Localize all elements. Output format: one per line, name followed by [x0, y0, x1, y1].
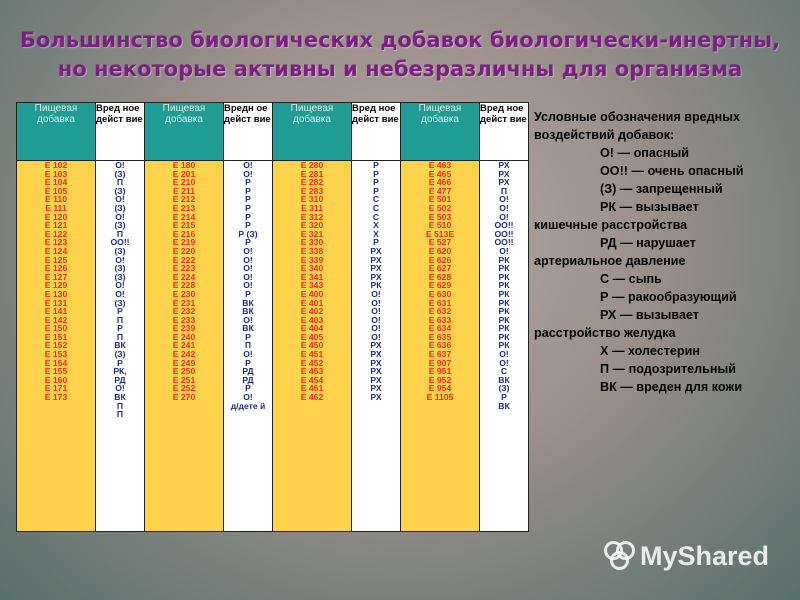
legend-item-rd-cont: артериальное давление [534, 254, 686, 268]
effect-code: Р [245, 288, 251, 299]
effect-code: С [372, 194, 380, 205]
effect-code: Р [373, 185, 379, 196]
additive-code: Е 465 [428, 168, 452, 179]
effect-code: С [372, 211, 380, 222]
effect-code: РХ [498, 177, 510, 188]
additive-code: Е 477 [428, 185, 452, 196]
legend-item-vk: ВК — вреден для кожи [600, 380, 743, 394]
additive-code: Е 222 [172, 254, 196, 265]
legend-item-rh-cont: расстройство желудка [534, 326, 676, 340]
effect-code: О! [115, 194, 125, 205]
additive-code: Е 210 [172, 177, 196, 188]
effect-code: РК [498, 314, 510, 325]
codes-cell-3 [273, 161, 352, 532]
additive-code: Е 341 [300, 271, 324, 282]
effect-code: ВК [498, 374, 510, 385]
additive-code: Е 110 [45, 194, 67, 205]
additive-code: Е 633 [428, 314, 452, 325]
additive-code: Е 320 [300, 220, 324, 231]
logo-icon [604, 541, 634, 571]
additive-code: Е 129 [44, 280, 68, 291]
additive-code: Е 452 [300, 357, 324, 368]
effect-code: О! [243, 263, 253, 274]
effect-code: П [116, 409, 124, 420]
effect-code: О! [499, 211, 509, 222]
additive-code: Е 150 [44, 323, 68, 334]
effect-code: ВК [242, 297, 254, 308]
legend-item-rh: РХ — вызывает [600, 308, 700, 322]
effect-code: П [116, 400, 124, 411]
additive-code: Е 952 [428, 374, 452, 385]
effect-code: Р [373, 168, 379, 179]
effect-code: (З) [114, 168, 126, 179]
additive-code: Е 131 [44, 297, 68, 308]
effect-code: РХ [498, 160, 510, 170]
effect-code: П [116, 331, 124, 342]
effects-cell-4 [480, 161, 529, 532]
additive-code: Е 513Е [425, 228, 455, 239]
legend-item-r: Р — ракообразующий [600, 290, 737, 304]
additive-code: Е 404 [300, 323, 324, 334]
effect-code: О! [243, 245, 253, 256]
additive-code: Е 212 [172, 194, 196, 205]
codes-cell-4 [401, 161, 480, 532]
additive-code: Е 282 [300, 177, 324, 188]
effect-code: О! [243, 271, 253, 282]
effect-code: ОО!! [494, 237, 514, 248]
legend-item-rk: РК — вызывает [600, 200, 699, 214]
effect-code: О! [115, 211, 125, 222]
effect-code: (З) [114, 297, 126, 308]
effect-code: О! [371, 331, 381, 342]
additive-code: Е 321 [300, 228, 324, 239]
additive-code: Е 180 [172, 160, 196, 170]
effect-code: ВК [114, 392, 126, 403]
effect-code: О! [371, 297, 381, 308]
effect-code: РХ [370, 374, 382, 385]
effect-code: Р [373, 177, 379, 188]
effect-code: ВК [242, 306, 254, 317]
additive-code: Е 219 [172, 237, 196, 248]
effect-code: РХ [370, 357, 382, 368]
effect-code: РК [370, 280, 382, 291]
effect-code: Р [117, 357, 123, 368]
effects-cell-1 [96, 161, 145, 532]
effect-code: РХ [370, 254, 382, 265]
effect-code: С [372, 202, 380, 213]
additive-code: Е 312 [300, 211, 324, 222]
effect-code: О! [243, 160, 253, 170]
effect-code: О! [499, 357, 509, 368]
additive-code: Е 105 [44, 185, 68, 196]
additive-code: Е 310 [300, 194, 324, 205]
additive-code: Е 635 [428, 331, 452, 342]
additive-code: Е 637 [428, 349, 452, 360]
effect-code: О! [115, 288, 125, 299]
effect-code: О! [115, 383, 125, 394]
additive-code: Е 104 [44, 177, 68, 188]
effect-code: (З) [114, 220, 126, 231]
additive-code: Е 240 [172, 331, 196, 342]
effect-code: д/дете й [230, 400, 266, 411]
additive-code: Е 141 [44, 306, 68, 317]
legend-item-rk-cont: кишечные расстройства [534, 218, 688, 232]
table-body-row [17, 161, 529, 532]
additive-code: Е 120 [44, 211, 68, 222]
effect-code: Р [245, 202, 251, 213]
additive-code: Е 122 [44, 228, 68, 239]
additive-code: Е 201 [172, 168, 196, 179]
additive-code: Е 400 [300, 288, 324, 299]
effect-code: ОО!! [110, 237, 130, 248]
additive-code: Е 403 [300, 314, 324, 325]
additive-code: Е 121 [44, 220, 68, 231]
header-harm-2: Вредн ое дейст вие [224, 103, 273, 161]
effect-code: О! [371, 323, 381, 334]
additive-code: Е 280 [300, 160, 324, 170]
effect-code: РХ [370, 392, 382, 403]
effect-code: Х [373, 228, 379, 239]
additive-code: Е 632 [428, 306, 452, 317]
additive-code: Е 216 [172, 228, 196, 239]
codes-cell-2 [145, 161, 224, 532]
additive-code: Е 954 [428, 383, 452, 394]
effect-code: О! [243, 392, 253, 403]
effect-code: РК [498, 288, 510, 299]
effect-code: О! [499, 202, 509, 213]
effect-code: П [116, 177, 124, 188]
additive-code: Е 527 [428, 237, 452, 248]
effect-code: Р [245, 237, 251, 248]
effect-code: О! [243, 168, 253, 179]
legend-heading-2: воздействий добавок: [534, 128, 675, 142]
additive-code: Е 340 [300, 263, 324, 274]
effect-code: О! [499, 349, 509, 360]
additive-code: Е 153 [44, 349, 68, 360]
effect-code: ОО!! [494, 220, 514, 231]
effect-code: Р [373, 237, 379, 248]
effect-code: Р [245, 185, 251, 196]
title-line-2: но некоторые активны и небезразличны для организма [57, 57, 743, 81]
additive-code: Е 283 [300, 185, 324, 196]
effect-code: РК [498, 306, 510, 317]
additive-code: Е 252 [172, 383, 196, 394]
additive-code: Е 627 [428, 263, 452, 274]
effect-code: О! [499, 245, 509, 256]
additive-code: Е 232 [172, 306, 196, 317]
effect-code: О! [499, 194, 509, 205]
additive-code: Е 111 [45, 202, 67, 213]
effect-code: РХ [370, 366, 382, 377]
effect-code: РД [242, 374, 254, 385]
effect-code: (З) [114, 245, 126, 256]
additive-code: Е 142 [44, 314, 68, 325]
effect-code: РД [114, 374, 126, 385]
additive-code: Е 220 [172, 245, 196, 256]
effects-cell-2 [224, 161, 273, 532]
legend-item-p: П — подозрительный [600, 362, 737, 376]
effect-code: Р [117, 306, 123, 317]
effect-code: Р [245, 220, 251, 231]
effect-code: Р [245, 357, 251, 368]
effect-code: РК [498, 340, 510, 351]
additive-code: Е 401 [300, 297, 324, 308]
additive-code: Е 211 [173, 185, 195, 196]
additive-code: Е 127 [44, 271, 68, 282]
additive-code: Е 466 [428, 177, 452, 188]
additive-code: Е 224 [172, 271, 196, 282]
additive-code: Е 239 [172, 323, 196, 334]
header-harm-3: Вред ное дейст вие [352, 103, 401, 161]
additive-code: Е 242 [172, 349, 196, 360]
effect-code: РК [498, 331, 510, 342]
additive-code: Е 636 [428, 340, 452, 351]
effect-code: (З) [114, 271, 126, 282]
effect-code: РК [498, 271, 510, 282]
effect-code: (З) [498, 383, 510, 394]
additive-code: Е 1105 [426, 392, 454, 403]
effect-code: (З) [114, 185, 126, 196]
additive-code: Е 173 [44, 392, 68, 403]
additive-code: Е 626 [428, 254, 452, 265]
additive-code: Е 502 [428, 202, 452, 213]
additive-code: Е 215 [172, 220, 196, 231]
additive-code: Е 231 [172, 297, 196, 308]
additive-code: Е 405 [300, 331, 324, 342]
effect-code: РК, [113, 366, 127, 377]
additive-code: Е 171 [44, 383, 68, 394]
additive-code: Е 631 [428, 297, 452, 308]
additive-code: Е 241 [172, 340, 196, 351]
legend [534, 108, 796, 396]
legend-item-s: С — сыпь [600, 272, 662, 286]
effect-code: РХ [370, 349, 382, 360]
effect-code: Х [373, 220, 379, 231]
additives-table [16, 102, 529, 532]
effects-cell-3 [352, 161, 401, 532]
additive-code: Е 124 [44, 245, 68, 256]
legend-item-z: (З) — запрещенный [600, 182, 723, 196]
additive-code: Е 154 [44, 357, 68, 368]
additive-code: Е 510 [428, 220, 452, 231]
legend-item-rd: РД — нарушает [600, 236, 696, 250]
additive-code: Е 251 [172, 374, 196, 385]
legend-item-h: Х — холестерин [600, 344, 700, 358]
watermark-logo [604, 536, 769, 576]
effect-code: О! [115, 280, 125, 291]
title-line-1: Большинство биологических добавок биологически-инертны, [19, 28, 781, 52]
effect-code: РД [242, 366, 254, 377]
effect-code: О! [115, 160, 125, 170]
effect-code: Р [245, 331, 251, 342]
additive-code: Е 450 [300, 340, 324, 351]
additive-code: Е 454 [300, 374, 324, 385]
effect-code: РХ [498, 168, 510, 179]
effect-code: ОО!! [494, 228, 514, 239]
additive-code: Е 130 [44, 288, 68, 299]
additive-code: Е 230 [172, 288, 196, 299]
additive-code: Е 453 [300, 366, 324, 377]
additive-code: Е 228 [172, 280, 196, 291]
additive-code: Е 213 [172, 202, 196, 213]
effect-code: РК [498, 297, 510, 308]
additive-code: Е 402 [300, 306, 324, 317]
additive-code: Е 152 [44, 340, 68, 351]
header-additive-2: Пищевая добавка [145, 103, 224, 161]
additive-code: Е 103 [44, 168, 68, 179]
additive-code: Е 629 [428, 280, 452, 291]
effect-code: ВК [114, 340, 126, 351]
effect-code: С [500, 366, 508, 377]
additive-code: Е 634 [428, 323, 452, 334]
additive-code: Е 343 [300, 280, 324, 291]
additive-code: Е 951 [428, 366, 452, 377]
effect-code: Р [245, 177, 251, 188]
legend-item-oo: ОО!! — очень опасный [600, 164, 744, 178]
effect-code: О! [243, 280, 253, 291]
additive-code: Е 503 [428, 211, 452, 222]
additive-code: Е 123 [44, 237, 68, 248]
effect-code: (З) [114, 202, 126, 213]
additive-code: Е 311 [301, 202, 323, 213]
additive-code: Е 270 [172, 392, 196, 403]
header-harm-1: Вред ное дейст вие [96, 103, 145, 161]
effect-code: ВК [242, 323, 254, 334]
additive-code: Е 501 [428, 194, 452, 205]
effect-code: Р [245, 211, 251, 222]
effect-code: (З) [114, 263, 126, 274]
effect-code: РК [498, 254, 510, 265]
effect-code: О! [243, 314, 253, 325]
additive-code: Е 462 [300, 392, 324, 403]
additive-code: Е 102 [44, 160, 68, 170]
effect-code: РК [498, 323, 510, 334]
additive-code: Е 125 [44, 254, 68, 265]
effect-code: Р (З) [238, 228, 258, 239]
additive-code: Е 330 [300, 237, 324, 248]
effect-code: РХ [370, 263, 382, 274]
effect-code: РК [498, 263, 510, 274]
effect-code: П [244, 340, 252, 351]
additive-code: Е 451 [300, 349, 324, 360]
effect-code: Р [373, 160, 379, 170]
effect-code: РХ [370, 245, 382, 256]
header-additive-3: Пищевая добавка [273, 103, 352, 161]
effect-code: П [500, 185, 508, 196]
effect-code: О! [371, 288, 381, 299]
legend-item-o: О! — опасный [600, 146, 689, 160]
additive-code: Е 338 [300, 245, 324, 256]
additive-code: Е 214 [172, 211, 196, 222]
additive-code: Е 628 [428, 271, 452, 282]
additive-code: Е 249 [172, 357, 196, 368]
effect-code: ВК [498, 400, 510, 411]
effect-code: Р [501, 392, 507, 403]
effect-code: О! [243, 349, 253, 360]
effect-code: О! [371, 306, 381, 317]
effect-code: РХ [370, 271, 382, 282]
additive-code: Е 233 [172, 314, 196, 325]
effect-code: П [116, 228, 124, 239]
additive-code: Е 250 [172, 366, 196, 377]
header-additive-4: Пищевая добавка [401, 103, 480, 161]
effect-code: РХ [370, 340, 382, 351]
additive-code: Е 339 [300, 254, 324, 265]
additive-code: Е 907 [428, 357, 452, 368]
effect-code: РК [498, 280, 510, 291]
header-additive-1: Пищевая добавка [17, 103, 96, 161]
effect-code: О! [243, 254, 253, 265]
effect-code: О! [115, 254, 125, 265]
additive-code: Е 223 [172, 263, 196, 274]
additive-code: Е 281 [300, 168, 324, 179]
logo-text: MyShared [640, 540, 770, 571]
table-header-row [17, 103, 529, 161]
additive-code: Е 151 [44, 331, 68, 342]
header-harm-4: Вред ное дейст вие [480, 103, 529, 161]
additive-code: Е 630 [428, 288, 452, 299]
additive-code: Е 463 [428, 160, 452, 170]
effect-code: РХ [370, 383, 382, 394]
legend-heading-1: Условные обозначения вредных [534, 110, 741, 124]
codes-cell-1 [17, 161, 96, 532]
effect-code: О! [371, 314, 381, 325]
effect-code: Р [245, 383, 251, 394]
additive-code: Е 160 [44, 374, 68, 385]
slide-title [0, 26, 800, 84]
effect-code: П [116, 314, 124, 325]
effect-code: Р [117, 323, 123, 334]
additive-code: Е 461 [300, 383, 324, 394]
effect-code: Р [245, 194, 251, 205]
effect-code: (З) [114, 349, 126, 360]
additive-code: Е 620 [428, 245, 452, 256]
additive-code: Е 155 [44, 366, 68, 377]
additive-code: Е 126 [44, 263, 68, 274]
